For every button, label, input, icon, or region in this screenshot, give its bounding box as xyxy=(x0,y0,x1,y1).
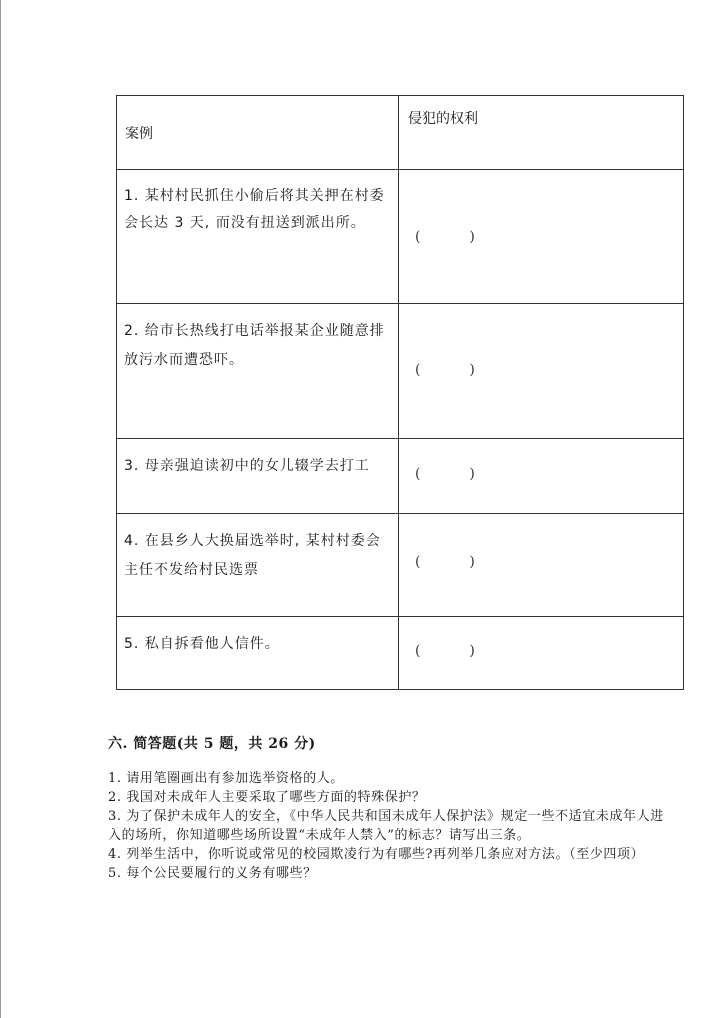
case-line: 2. 给市长热线打电话举报某企业随意排 xyxy=(124,323,385,339)
answer-cell[interactable] xyxy=(399,514,684,617)
answer-blank[interactable]: ( ) xyxy=(415,466,475,482)
answer-blank[interactable]: ( ) xyxy=(415,229,475,245)
case-text xyxy=(117,439,398,481)
header-case-cell xyxy=(117,96,399,170)
header-case-label: 案例 xyxy=(125,126,153,142)
table-header-row xyxy=(117,96,684,170)
table-row xyxy=(117,304,684,439)
answer-blank[interactable]: ( ) xyxy=(415,643,475,659)
question-item: 3. 为了保护未成年人的安全，《中华人民共和国未成年人保护法》规定一些不适宜未成年人进入的场所，你知道哪些场所设置“未成年人禁入”的标志？请写出三条。 xyxy=(108,809,664,843)
answer-blank[interactable]: ( ) xyxy=(415,362,475,378)
question-item: 2. 我国对未成年人主要采取了哪些方面的特殊保护？ xyxy=(108,790,426,805)
page-left-border xyxy=(0,0,1,1018)
short-answer-section xyxy=(108,733,668,883)
header-violated-right-label: 侵犯的权利 xyxy=(408,111,478,127)
case-line: 主任不发给村民选票 xyxy=(124,562,259,578)
section-title: 六. 简答题(共 5 题，共 26 分) xyxy=(108,736,316,752)
answer-cell[interactable] xyxy=(399,439,684,514)
answer-cell[interactable] xyxy=(399,170,684,304)
table-row xyxy=(117,617,684,690)
case-rights-table xyxy=(116,95,684,690)
question-item: 4. 列举生活中，你听说或常见的校园欺凌行为有哪些?再列举几条应对方法。（至少四项） xyxy=(108,847,645,862)
case-cell xyxy=(117,304,399,439)
answer-blank[interactable]: ( ) xyxy=(415,554,475,570)
case-text xyxy=(117,304,398,375)
table-row xyxy=(117,170,684,304)
answer-cell[interactable] xyxy=(399,617,684,690)
case-line: 4. 在县乡人大换届选举时, 某村村委会 xyxy=(124,533,381,549)
answer-cell[interactable] xyxy=(399,304,684,439)
case-cell xyxy=(117,439,399,514)
case-line: 会长达 3 天, 而没有扭送到派出所。 xyxy=(124,215,366,231)
question-item: 1. 请用笔圈画出有参加选举资格的人。 xyxy=(108,771,344,786)
case-cell xyxy=(117,514,399,617)
table-row xyxy=(117,514,684,617)
case-line: 3. 母亲强迫读初中的女儿辍学去打工 xyxy=(124,458,370,474)
table-row xyxy=(117,439,684,514)
case-text xyxy=(117,514,398,585)
case-line: 5. 私自拆看他人信件。 xyxy=(124,636,280,652)
question-item: 5. 每个公民要履行的义务有哪些？ xyxy=(108,866,317,881)
case-text xyxy=(117,617,398,659)
case-text xyxy=(117,170,398,238)
case-line: 放污水而遭恐吓。 xyxy=(124,352,244,368)
case-cell xyxy=(117,617,399,690)
header-right-cell xyxy=(399,96,684,170)
case-line: 1. 某村村民抓住小偷后将其关押在村委 xyxy=(124,188,385,204)
case-cell xyxy=(117,170,399,304)
